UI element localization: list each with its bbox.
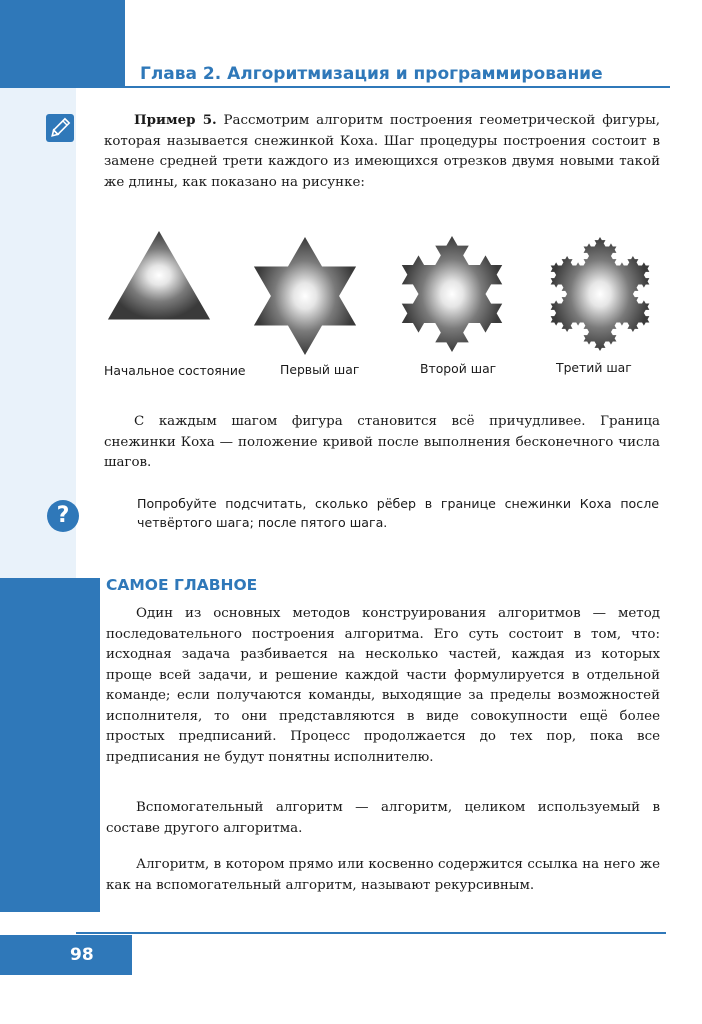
caption-step-2: Второй шаг bbox=[420, 361, 497, 376]
caption-step-1: Первый шаг bbox=[280, 362, 360, 377]
koch-step-2-shape bbox=[402, 236, 502, 352]
question-icon: ? bbox=[47, 500, 79, 532]
top-color-bar bbox=[0, 0, 125, 88]
side-margin-dark bbox=[0, 578, 100, 912]
summary-paragraph-2: Вспомогательный алгоритм — алгоритм, целиком используемый в составе другого алгоритма. bbox=[106, 800, 660, 836]
example-text: Рассмотрим алгоритм построения геометрической фигуры, которая называется снежинкой Коха. Шаг процедуры построения состоит в замене средней трети каждого из имеющихся отрезков двумя новыми такой же длины, как показано на рисунке: bbox=[104, 113, 660, 190]
header-rule bbox=[125, 86, 670, 88]
summary-paragraph-3: Алгоритм, в котором прямо или косвенно содержится ссылка на него же как на вспомогательный алгоритм, называют рекурсивным. bbox=[106, 857, 660, 893]
caption-step-3: Третий шаг bbox=[556, 360, 632, 375]
koch-step-3-shape bbox=[551, 237, 650, 351]
koch-step-1-shape bbox=[254, 237, 356, 355]
koch-step-0-shape bbox=[108, 231, 210, 320]
caption-initial: Начальное состояние bbox=[104, 363, 246, 378]
figure-description: С каждым шагом фигура становится всё причудливее. Граница снежинки Коха — положение кривой после выполнения бесконечного числа шагов. bbox=[104, 414, 660, 470]
footer-rule bbox=[76, 932, 666, 934]
summary-heading: САМОЕ ГЛАВНОЕ bbox=[106, 576, 258, 594]
question-text: Попробуйте подсчитать, сколько рёбер в границе снежинки Коха после четвёртого шага; после пятого шага. bbox=[137, 496, 659, 530]
example-paragraph bbox=[104, 110, 660, 193]
example-label: Пример 5. bbox=[134, 112, 217, 128]
summary-paragraph-1: Один из основных методов конструирования алгоритмов — метод последовательного построения алгоритма. Его суть состоит в том, что: исходная задача разбивается на несколько частей, каждая из которых проще всей задачи, и решение каждой части формулируется в отдельной команде; если получаются команды, выходящие за пределы возможностей исполнителя, то они представляются в виде совокупности ещё более простых предписаний. Процесс продолжается до тех пор, пока все предписания не будут понятны исполнителю. bbox=[106, 606, 660, 765]
page-number-box bbox=[0, 935, 132, 975]
chapter-title: Глава 2. Алгоритмизация и программирование bbox=[140, 64, 603, 84]
pencil-icon bbox=[46, 114, 74, 142]
page-number: 98 bbox=[70, 945, 94, 965]
koch-snowflake-figure bbox=[100, 228, 660, 360]
